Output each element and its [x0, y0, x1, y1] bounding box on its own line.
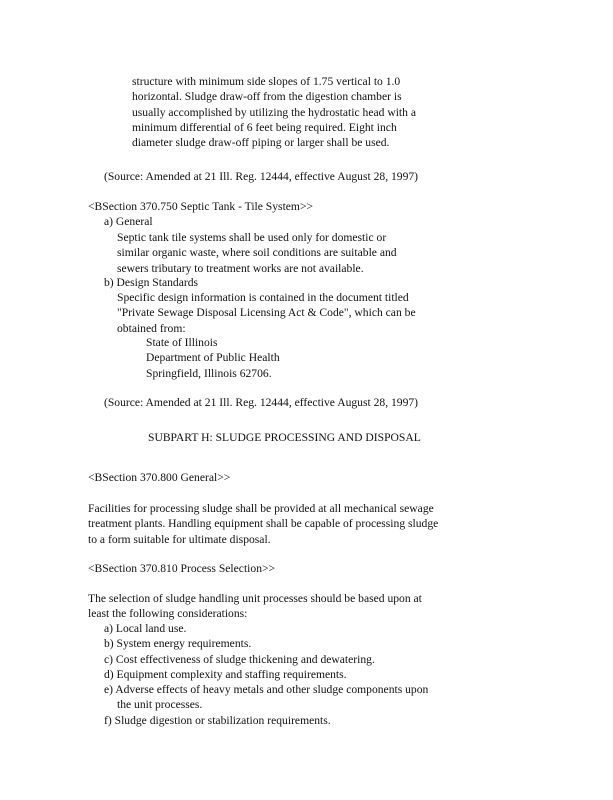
body-line: The selection of sludge handling unit processes should be based upon at — [88, 592, 422, 605]
section-body — [88, 501, 438, 547]
source-note: (Source: Amended at 21 Ill. Reg. 12444, effective August 28, 1997) — [104, 170, 419, 183]
body-line: obtained from: — [117, 321, 186, 335]
intro-line: diameter sludge draw-off piping or larger shall be used. — [132, 136, 390, 150]
subpart-title: SUBPART H: SLUDGE PROCESSING AND DISPOSAL — [148, 431, 421, 444]
address-line: Department of Public Health — [146, 351, 280, 365]
body-line: Facilities for processing sludge shall be provided at all mechanical sewage — [88, 502, 434, 515]
list-item: d) Equipment complexity and staffing requirements. — [104, 667, 347, 681]
body-line: "Private Sewage Disposal Licensing Act & Code", which can be — [117, 306, 416, 320]
intro-line: minimum differential of 6 feet being required. Eight inch — [132, 120, 397, 134]
list-item: e) Adverse effects of heavy metals and other sludge components upon — [104, 683, 429, 697]
subsection-body — [117, 290, 416, 336]
address-block — [146, 335, 280, 381]
list-item: f) Sludge digestion or stabilization requirements. — [104, 713, 331, 727]
body-line: least the following considerations: — [88, 607, 248, 621]
considerations-list — [104, 621, 428, 728]
body-line: to a form suitable for ultimate disposal. — [88, 532, 271, 546]
body-line: similar organic waste, where soil conditions are suitable and — [117, 246, 397, 260]
intro-line: horizontal. Sludge draw-off from the digestion chamber is — [132, 90, 402, 104]
body-line: sewers tributary to treatment works are not available. — [117, 261, 364, 275]
body-line: treatment plants. Handling equipment shall be capable of processing sludge — [88, 517, 439, 531]
subsection-body — [117, 230, 397, 276]
subsection-label: a) General — [104, 215, 153, 228]
list-item: a) Local land use. — [104, 622, 187, 635]
address-line: Springfield, Illinois 62706. — [146, 366, 272, 380]
subsection-label: b) Design Standards — [104, 276, 199, 289]
intro-paragraph — [132, 74, 416, 150]
section-body — [88, 591, 422, 622]
list-item: c) Cost effectiveness of sludge thickening and dewatering. — [104, 652, 375, 666]
section-heading: <BSection 370.810 Process Selection>> — [88, 562, 276, 575]
section-heading: <BSection 370.800 General>> — [88, 471, 231, 484]
section-heading: <BSection 370.750 Septic Tank - Tile System>> — [88, 200, 314, 213]
list-item: b) System energy requirements. — [104, 637, 252, 651]
list-item-continuation: the unit processes. — [117, 698, 203, 712]
source-note: (Source: Amended at 21 Ill. Reg. 12444, effective August 28, 1997) — [104, 396, 419, 409]
body-line: Septic tank tile systems shall be used only for domestic or — [117, 231, 387, 244]
body-line: Specific design information is contained in the document titled — [117, 291, 409, 304]
intro-line: structure with minimum side slopes of 1.75 vertical to 1.0 — [132, 75, 401, 88]
intro-line: usually accomplished by utilizing the hydrostatic head with a — [132, 105, 416, 119]
address-line: State of Illinois — [146, 336, 218, 349]
